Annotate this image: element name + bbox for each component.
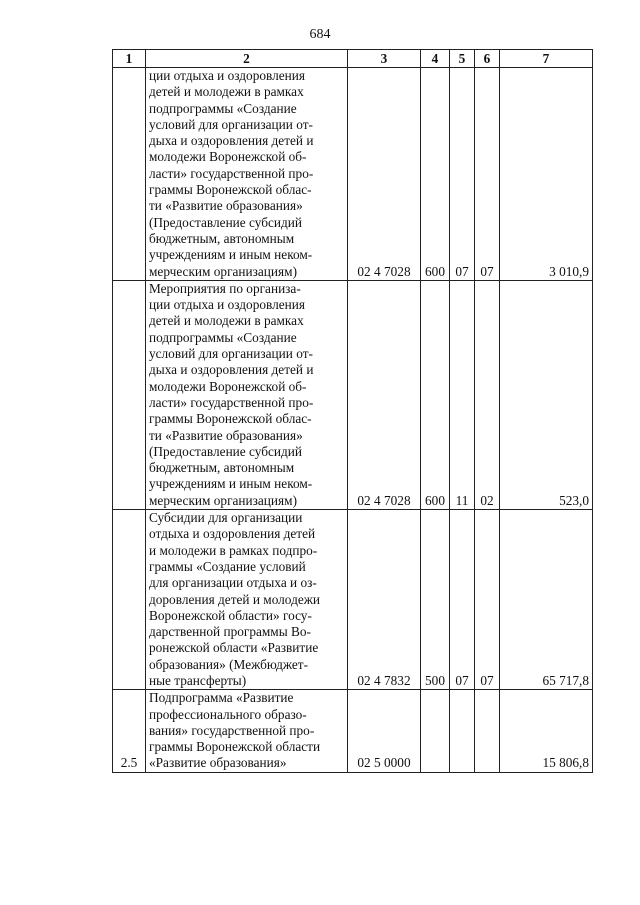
row-description-cell: [146, 510, 348, 690]
amount-cell: 3 010,9: [500, 68, 593, 281]
description-line: ласти» государственной про-: [149, 394, 314, 410]
section-cell: 07: [450, 510, 475, 690]
description-line: отдыха и оздоровления детей: [149, 526, 316, 542]
table-row: [113, 68, 593, 281]
description-line: детей и молодежи в рамках: [149, 84, 304, 100]
row-description-cell: [146, 68, 348, 281]
description-line: ти «Развитие образования»: [149, 427, 303, 443]
expense-type-cell: 600: [421, 68, 450, 281]
row-number-cell: [113, 280, 146, 509]
budget-table: [112, 49, 593, 773]
description-line: подпрограммы «Создание: [149, 329, 297, 345]
description-line: мерческим организациям): [149, 492, 297, 508]
header-col-6: 6: [475, 50, 500, 68]
description-line: ции отдыха и оздоровления: [149, 68, 305, 83]
description-line: условий для организации от-: [149, 346, 313, 362]
description-line: Субсидии для организации: [149, 510, 303, 526]
header-col-2: 2: [146, 50, 348, 68]
target-code-cell: 02 4 7028: [348, 280, 421, 509]
description-line: Воронежской области» госу-: [149, 607, 312, 623]
description-line: подпрограммы «Создание: [149, 100, 297, 116]
row-description-cell: [146, 280, 348, 509]
description-line: бюджетным, автономным: [149, 230, 295, 246]
description-line: (Предоставление субсидий: [149, 214, 303, 230]
description-line: ные трансферты): [149, 672, 247, 688]
header-col-4: 4: [421, 50, 450, 68]
target-code-cell: 02 5 0000: [348, 690, 421, 772]
description-line: профессионального образо-: [149, 706, 307, 722]
description-line: вания» государственной про-: [149, 722, 315, 738]
description-line: учреждениям и иным неком-: [149, 476, 313, 492]
amount-cell: 65 717,8: [500, 510, 593, 690]
description-line: Мероприятия по организа-: [149, 280, 301, 296]
target-code-cell: 02 4 7028: [348, 68, 421, 281]
description-line: образования» (Межбюджет-: [149, 656, 309, 672]
subsection-cell: 07: [475, 510, 500, 690]
header-col-7: 7: [500, 50, 593, 68]
description-line: молодежи Воронежской об-: [149, 149, 307, 165]
description-line: ласти» государственной про-: [149, 165, 314, 181]
table-header-row: [113, 50, 593, 68]
table-row: [113, 690, 593, 772]
amount-cell: 15 806,8: [500, 690, 593, 772]
header-col-5: 5: [450, 50, 475, 68]
amount-cell: 523,0: [500, 280, 593, 509]
description-line: граммы Воронежской области: [149, 739, 321, 755]
description-line: дарственной программы Во-: [149, 624, 311, 640]
description-line: для организации отдыха и оз-: [149, 575, 317, 591]
row-description-cell: [146, 690, 348, 772]
target-code-cell: 02 4 7832: [348, 510, 421, 690]
row-number-cell: [113, 510, 146, 690]
description-line: граммы Воронежской облас-: [149, 411, 312, 427]
description-line: молодежи Воронежской об-: [149, 378, 307, 394]
table-row: [113, 510, 593, 690]
description-line: доровления детей и молодежи: [149, 591, 321, 607]
description-line: дыха и оздоровления детей и: [149, 133, 314, 149]
description-line: «Развитие образования»: [149, 755, 287, 771]
description-line: ронежской области «Развитие: [149, 640, 319, 656]
header-col-3: 3: [348, 50, 421, 68]
expense-type-cell: [421, 690, 450, 772]
subsection-cell: [475, 690, 500, 772]
description-line: граммы «Создание условий: [149, 558, 306, 574]
description-line: ции отдыха и оздоровления: [149, 297, 305, 313]
subsection-cell: 02: [475, 280, 500, 509]
table-row: [113, 280, 593, 509]
section-cell: [450, 690, 475, 772]
expense-type-cell: 600: [421, 280, 450, 509]
description-line: мерческим организациям): [149, 263, 297, 279]
row-number-cell: [113, 68, 146, 281]
subsection-cell: 07: [475, 68, 500, 281]
description-line: учреждениям и иным неком-: [149, 247, 313, 263]
description-line: дыха и оздоровления детей и: [149, 362, 314, 378]
description-line: детей и молодежи в рамках: [149, 313, 304, 329]
description-line: Подпрограмма «Развитие: [149, 690, 294, 706]
header-col-1: 1: [113, 50, 146, 68]
expense-type-cell: 500: [421, 510, 450, 690]
description-line: бюджетным, автономным: [149, 460, 295, 476]
row-number-cell: 2.5: [113, 690, 146, 772]
description-line: (Предоставление субсидий: [149, 443, 303, 459]
description-line: условий для организации от-: [149, 116, 313, 132]
section-cell: 11: [450, 280, 475, 509]
table-body: [113, 68, 593, 773]
description-line: граммы Воронежской облас-: [149, 182, 312, 198]
page-number: 684: [309, 27, 331, 42]
description-line: и молодежи в рамках подпро-: [149, 542, 318, 558]
description-line: ти «Развитие образования»: [149, 198, 303, 214]
section-cell: 07: [450, 68, 475, 281]
